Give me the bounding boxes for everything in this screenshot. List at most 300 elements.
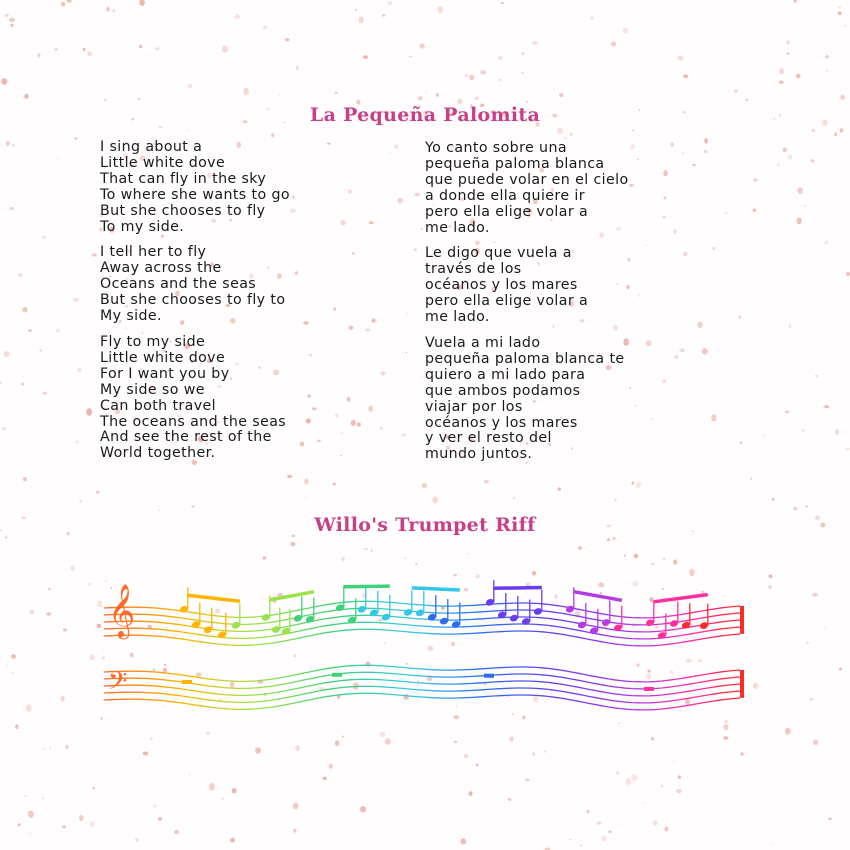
speckle <box>92 253 97 256</box>
speckle <box>559 93 563 97</box>
speckle <box>533 752 536 756</box>
speckle <box>21 383 24 386</box>
lyric-line: que ambos podamos <box>425 382 581 399</box>
speckle <box>407 313 409 315</box>
speckle <box>673 229 676 233</box>
speckle <box>793 507 797 511</box>
speckle <box>724 724 729 730</box>
lyric-line: Away across the <box>100 260 222 277</box>
speckle <box>285 38 289 41</box>
speckle <box>557 128 563 135</box>
speckle <box>834 132 837 136</box>
speckle <box>174 830 179 834</box>
lyric-line: My side so we <box>100 381 205 398</box>
speckle <box>498 56 503 60</box>
speckle <box>19 273 23 277</box>
speckle <box>683 75 688 78</box>
speckle <box>139 0 144 6</box>
speckle <box>835 429 840 435</box>
speckle <box>785 410 790 413</box>
speckle <box>300 442 305 447</box>
speckle <box>632 481 635 485</box>
speckle <box>653 820 657 825</box>
speckle <box>380 427 383 429</box>
speckle <box>498 79 502 82</box>
stanza <box>100 335 290 462</box>
speckle <box>347 189 352 193</box>
speckle <box>372 318 376 322</box>
speckle <box>26 704 32 712</box>
speckle <box>40 349 42 351</box>
stanza <box>425 336 629 463</box>
speckle <box>813 740 818 745</box>
speckle <box>155 47 159 50</box>
speckle <box>57 158 59 160</box>
speckle <box>364 548 368 550</box>
speckle <box>90 654 95 660</box>
lyric-line: Oceans and the seas <box>100 276 257 293</box>
lyric-line: viajar por los <box>425 398 523 415</box>
speckle <box>740 752 743 755</box>
speckle <box>510 736 514 741</box>
speckle <box>158 510 161 512</box>
speckle <box>789 324 792 328</box>
whole-rest <box>332 673 342 677</box>
speckle <box>96 490 99 494</box>
speckle <box>79 500 81 502</box>
speckle <box>235 14 240 19</box>
speckle <box>104 99 107 101</box>
speckle <box>56 329 60 333</box>
speckle <box>74 137 78 140</box>
speckle <box>317 440 320 442</box>
speckle <box>469 75 474 81</box>
speckle <box>13 144 15 147</box>
lyric-line: través de los <box>425 261 522 278</box>
riff-notes <box>179 580 709 691</box>
speckle <box>304 479 309 485</box>
lyric-line: Vuela a mi lado <box>425 334 541 351</box>
speckle <box>811 129 815 132</box>
speckle <box>342 557 345 561</box>
speckle <box>351 420 356 426</box>
speckle <box>679 348 685 352</box>
note-beam <box>494 588 542 589</box>
speckle <box>678 55 684 60</box>
speckle <box>797 187 802 194</box>
speckle <box>287 475 292 478</box>
speckle <box>436 93 439 97</box>
speckle <box>702 348 708 355</box>
speckle <box>475 97 479 100</box>
speckle <box>526 101 528 103</box>
speckle <box>676 789 682 794</box>
speckle <box>97 624 102 629</box>
speckle <box>340 432 343 434</box>
speckle <box>840 95 845 100</box>
speckle <box>522 52 525 55</box>
sheet-music-score <box>104 572 750 722</box>
speckle <box>150 737 152 739</box>
speckle <box>664 826 668 831</box>
speckle <box>312 407 317 410</box>
speckle <box>2 427 6 430</box>
speckle <box>508 798 512 801</box>
speckle <box>501 2 504 4</box>
speckle <box>363 55 368 59</box>
speckle <box>63 628 67 632</box>
speckle <box>343 189 345 191</box>
speckle <box>651 563 654 566</box>
speckle <box>415 563 417 565</box>
speckle <box>263 556 266 559</box>
song-title: La Pequeña Palomita <box>309 104 541 126</box>
lyric-line: océanos y los mares <box>425 414 578 431</box>
speckle <box>484 480 489 483</box>
speckle <box>158 817 162 820</box>
speckle <box>437 6 443 13</box>
speckle <box>838 11 842 15</box>
speckle <box>746 99 748 101</box>
speckle <box>73 298 79 302</box>
speckle <box>43 748 45 750</box>
speckle <box>380 732 386 737</box>
lyric-line: To where she wants to go <box>100 186 290 203</box>
speckle <box>222 46 228 53</box>
speckle <box>750 478 752 480</box>
speckle <box>419 43 424 48</box>
speckle <box>783 148 787 153</box>
speckle <box>306 418 311 423</box>
speckle <box>66 0 71 3</box>
speckle <box>138 98 140 100</box>
speckle <box>786 53 789 55</box>
speckle <box>18 823 21 826</box>
speckle <box>422 483 427 488</box>
speckle <box>635 405 637 406</box>
speckle <box>7 665 9 667</box>
speckle <box>293 829 296 833</box>
note-beam <box>188 595 240 601</box>
speckle <box>28 329 32 332</box>
speckle <box>704 150 707 153</box>
speckle <box>772 843 774 844</box>
lyric-line: Little white dove <box>100 154 226 171</box>
speckle <box>839 7 841 9</box>
speckle <box>86 408 92 416</box>
speckle <box>629 387 631 389</box>
speckle <box>461 838 467 844</box>
speckle <box>692 164 696 166</box>
speckle <box>581 845 583 846</box>
speckle <box>607 538 610 541</box>
speckle <box>663 216 666 219</box>
speckle <box>601 836 607 842</box>
speckle <box>644 802 646 803</box>
speckle <box>565 137 567 139</box>
lyric-line: Fly to my side <box>100 333 206 350</box>
speckle <box>844 25 846 27</box>
speckle <box>24 94 28 99</box>
speckle <box>617 772 619 775</box>
speckle <box>342 736 344 738</box>
speckle <box>389 153 391 154</box>
lyric-line: y ver el resto del <box>425 430 552 447</box>
speckle <box>97 601 103 607</box>
whole-rest <box>484 674 494 678</box>
speckle <box>341 220 346 225</box>
speckle <box>255 747 261 754</box>
speckle <box>243 88 248 95</box>
speckle <box>587 810 590 814</box>
speckle <box>738 316 740 319</box>
lyric-line: But she chooses to fly to <box>100 292 286 309</box>
speckle <box>401 433 406 436</box>
speckle <box>570 133 573 136</box>
speckle <box>88 51 92 56</box>
speckle <box>25 795 27 796</box>
speckle <box>785 728 791 735</box>
speckle <box>6 141 10 146</box>
speckle <box>305 497 307 499</box>
speckle <box>309 354 313 357</box>
lyric-line: océanos y los mares <box>425 277 578 294</box>
speckle <box>92 787 95 790</box>
speckle <box>786 41 790 45</box>
speckle <box>811 159 815 162</box>
speckle <box>805 505 808 507</box>
speckle <box>263 26 268 29</box>
lyric-line: pequeña paloma blanca <box>425 155 605 172</box>
speckle <box>678 775 681 779</box>
speckle <box>295 271 298 274</box>
lyric-line: Yo canto sobre una <box>425 140 567 156</box>
speckle <box>824 628 826 630</box>
speckle <box>143 752 149 756</box>
lyric-line: My side. <box>100 308 162 325</box>
speckle <box>414 249 417 251</box>
note-beam <box>654 595 708 602</box>
speckle <box>590 16 593 20</box>
speckle <box>271 133 274 137</box>
speckle <box>355 9 357 11</box>
speckle <box>46 612 51 616</box>
stanza <box>100 140 290 235</box>
speckle <box>661 785 663 787</box>
lyric-line: pequeña paloma blanca te <box>425 350 625 367</box>
speckle <box>360 806 366 812</box>
lyric-line: That can fly in the sky <box>100 170 267 187</box>
speckle <box>558 487 561 491</box>
speckle <box>454 741 457 743</box>
speckle <box>815 375 818 377</box>
speckle <box>303 321 309 325</box>
speckle <box>397 198 402 204</box>
speckle <box>611 42 616 47</box>
staff-line <box>104 672 740 689</box>
lyrics-english <box>100 140 290 472</box>
speckle <box>725 212 728 214</box>
speckle <box>422 376 424 378</box>
speckle <box>824 405 829 408</box>
lyric-line: pero ella elige volar a <box>425 203 589 220</box>
speckle <box>388 1 392 5</box>
speckle <box>713 247 715 250</box>
speckle <box>106 7 110 12</box>
speckle <box>812 593 818 597</box>
speckle <box>42 236 46 240</box>
stanza <box>425 141 629 236</box>
speckle <box>753 178 757 182</box>
speckle <box>711 414 716 421</box>
speckle <box>415 193 420 196</box>
speckle <box>90 821 95 827</box>
speckle <box>292 195 295 198</box>
speckle <box>335 740 340 746</box>
speckle <box>139 45 142 48</box>
speckle <box>191 505 194 507</box>
speckle <box>614 499 616 502</box>
speckle <box>293 803 298 810</box>
speckle <box>394 144 398 149</box>
speckle <box>793 0 797 3</box>
note-beam <box>344 586 390 587</box>
speckle <box>704 138 708 143</box>
speckle <box>61 2 65 7</box>
speckle <box>316 492 318 493</box>
lyric-line: To my side. <box>100 218 185 235</box>
speckle <box>347 397 351 402</box>
speckle <box>682 152 684 155</box>
speckle <box>846 447 850 450</box>
speckle <box>329 764 333 769</box>
speckle <box>340 455 342 456</box>
speckle <box>62 825 66 829</box>
lyric-line: mundo juntos. <box>425 446 533 463</box>
speckle <box>71 565 75 571</box>
speckle <box>578 546 582 550</box>
speckle <box>772 498 775 501</box>
speckle <box>358 16 363 23</box>
speckle <box>544 751 546 753</box>
speckle <box>5 537 8 539</box>
lyric-line: I tell her to fly <box>100 244 207 261</box>
lyric-line: World together. <box>100 445 216 462</box>
speckle <box>825 241 829 244</box>
speckle <box>75 440 78 443</box>
speckle <box>632 129 635 131</box>
speckle <box>49 746 51 749</box>
riff-title: Willo's Trumpet Riff <box>314 514 536 536</box>
speckle <box>569 839 571 841</box>
speckle <box>88 583 91 585</box>
whole-rest <box>644 687 654 691</box>
speckle <box>613 537 616 539</box>
speckle <box>65 745 69 749</box>
speckle <box>637 159 639 160</box>
speckle <box>189 774 191 775</box>
lyric-line: I sing about a <box>100 139 203 155</box>
speckle <box>9 207 14 210</box>
speckle <box>810 698 813 700</box>
speckle <box>804 205 806 207</box>
speckle <box>513 497 515 498</box>
speckle <box>480 70 486 74</box>
speckle <box>349 326 354 330</box>
speckle <box>465 74 467 77</box>
speckle <box>651 418 653 419</box>
speckle <box>624 554 626 556</box>
speckle <box>296 66 299 70</box>
speckle <box>48 588 51 590</box>
speckle <box>333 483 336 486</box>
lyric-line: Can both travel <box>100 397 217 414</box>
speckle <box>763 434 765 436</box>
speckle <box>188 129 190 131</box>
speckle <box>673 761 675 763</box>
speckle <box>646 340 652 346</box>
speckle <box>683 252 688 257</box>
speckle <box>469 791 473 796</box>
speckle <box>769 585 772 589</box>
speckle <box>385 738 391 744</box>
speckle <box>15 724 19 729</box>
speckle <box>135 838 138 841</box>
lyric-line: The oceans and the seas <box>100 413 287 430</box>
speckle <box>779 81 784 84</box>
speckle <box>636 481 641 488</box>
lyric-line: pero ella elige volar a <box>425 293 589 310</box>
speckle <box>664 196 666 199</box>
lyric-line: me lado. <box>425 309 490 326</box>
speckle <box>734 89 738 93</box>
speckle <box>77 368 81 373</box>
speckle <box>663 170 668 176</box>
speckle <box>308 395 311 398</box>
speckle <box>381 371 386 375</box>
speckle <box>295 745 300 751</box>
speckle <box>9 18 15 23</box>
speckle <box>634 554 638 559</box>
speckle <box>100 717 102 720</box>
speckle <box>651 737 654 741</box>
speckle <box>409 56 412 58</box>
speckle <box>608 831 611 833</box>
speckle <box>806 642 809 644</box>
speckle <box>839 668 842 671</box>
speckle <box>418 96 422 100</box>
speckle <box>290 209 296 213</box>
speckle <box>626 778 631 785</box>
speckle <box>291 542 296 547</box>
speckle <box>432 496 438 503</box>
speckle <box>279 95 281 97</box>
stanza <box>425 246 629 326</box>
note-beam <box>412 588 460 590</box>
speckle <box>425 91 427 92</box>
speckle <box>206 732 210 735</box>
speckle <box>188 84 192 89</box>
speckle <box>638 295 640 296</box>
speckle <box>113 10 115 12</box>
speckle <box>55 48 58 51</box>
speckle <box>154 805 156 808</box>
speckle <box>645 245 647 246</box>
lyric-line: But she chooses to fly <box>100 202 266 219</box>
speckle <box>464 754 468 758</box>
speckle <box>476 764 479 767</box>
lyric-line: que puede volar en el cielo <box>425 171 629 188</box>
